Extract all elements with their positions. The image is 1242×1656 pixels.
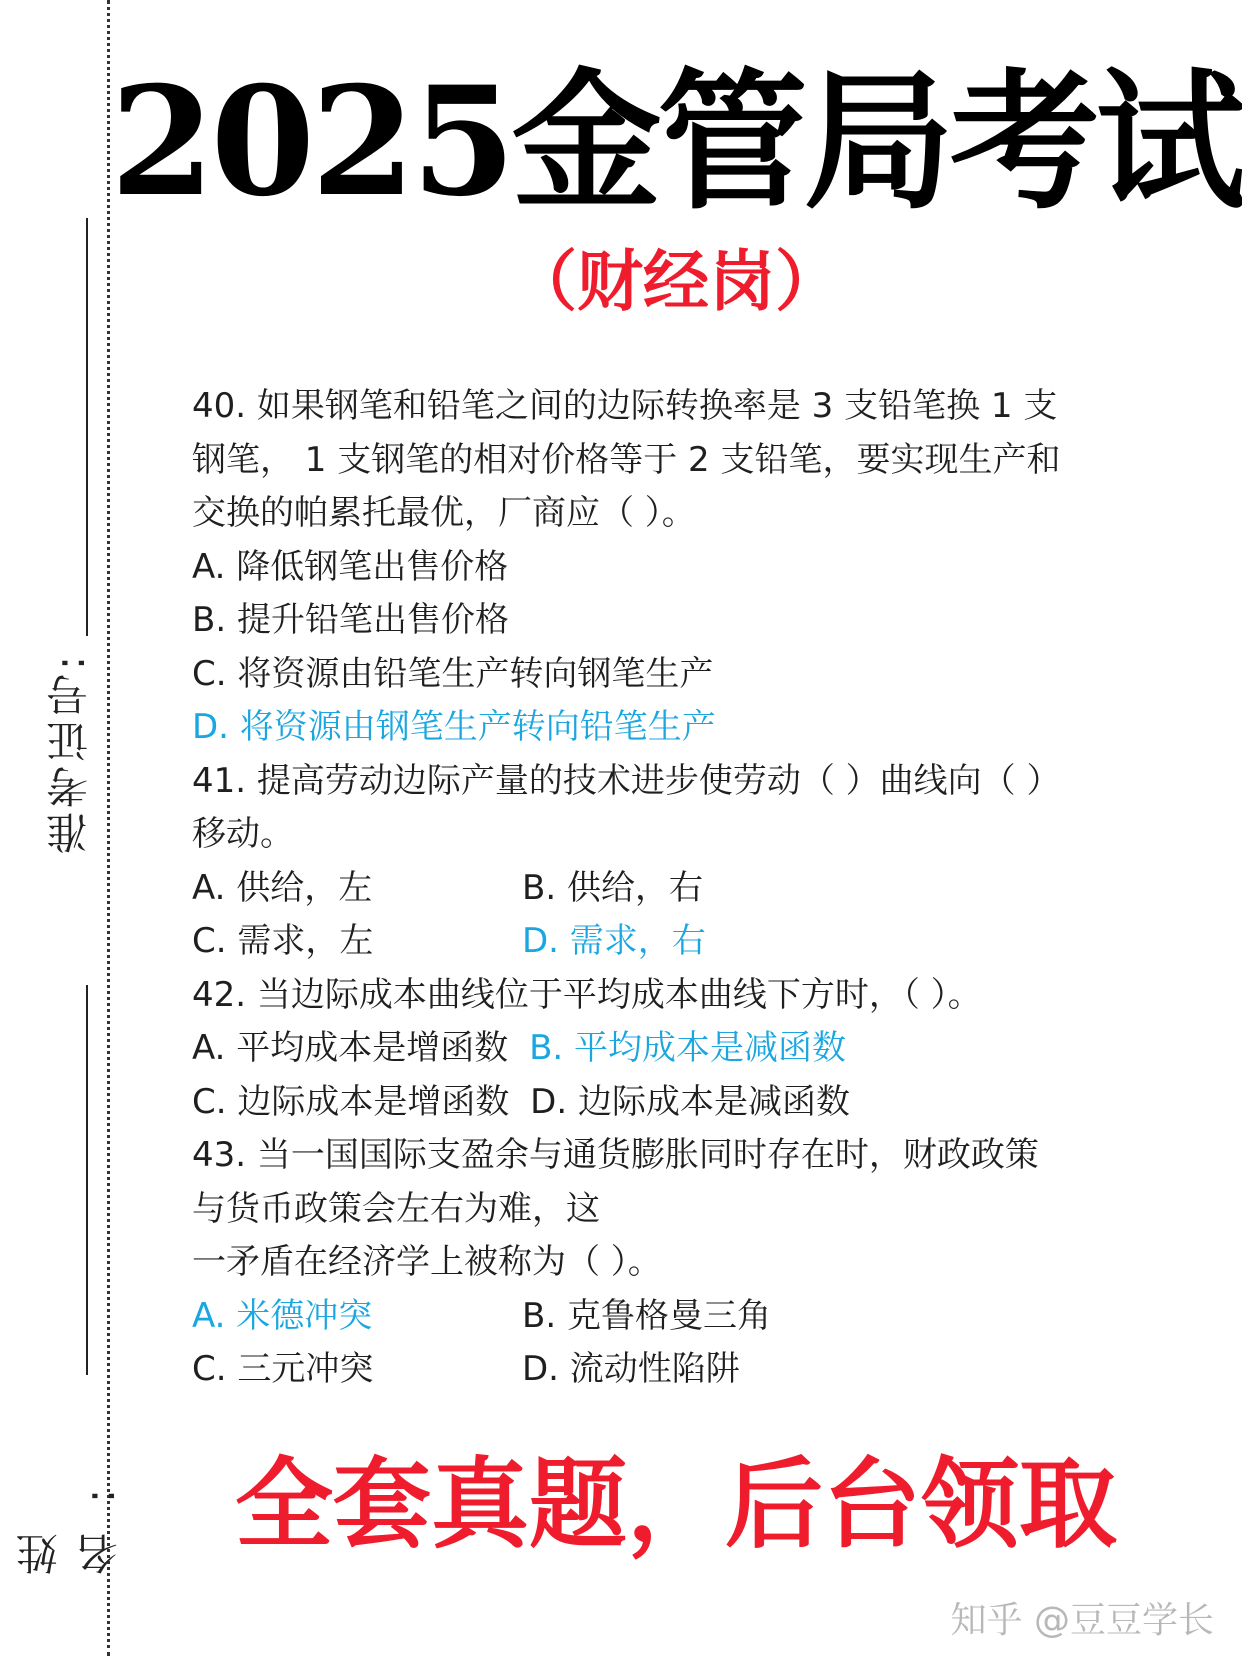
q41-stem-line-2: 移动。	[192, 814, 294, 854]
q42-options-row-1	[192, 1022, 1182, 1076]
q43-option-d: D. 流动性陷阱	[522, 1349, 740, 1389]
name-blank-line	[86, 985, 88, 1375]
q43-options-row-2	[192, 1343, 1182, 1397]
q40-stem-line-2: 钢笔， 1 支钢笔的相对价格等于 2 支铅笔，要实现生产和	[192, 439, 1061, 480]
id-number-label: 准考证号:	[45, 651, 94, 855]
page-title: 2025金管局考试	[110, 54, 1242, 230]
q40-stem-line-1: 40. 如果钢笔和铅笔之间的边际转换率是 3 支铅笔换 1 支	[192, 386, 1058, 426]
q42-option-d: D. 边际成本是减函数	[530, 1081, 850, 1122]
page-subtitle: （财经岗）	[511, 243, 841, 320]
zhihu-watermark: 知乎 @豆豆学长	[950, 1600, 1214, 1641]
q43-option-b: B. 克鲁格曼三角	[522, 1295, 771, 1336]
q42-option-a: A. 平均成本是增函数	[192, 1028, 509, 1068]
question-list	[192, 380, 1182, 1397]
q43-option-a-answer: A. 米德冲突	[192, 1295, 373, 1336]
q41-option-c: C. 需求，左	[192, 921, 374, 961]
q42-stem-line-1: 42. 当边际成本曲线位于平均成本曲线下方时，（ ）。	[192, 974, 982, 1015]
q40-option-b: B. 提升铅笔出售价格	[192, 600, 509, 640]
q41-options-row-1	[192, 862, 1182, 916]
q41-stem-line-1: 41. 提高劳动边际产量的技术进步使劳动（ ）曲线向（ ）	[192, 760, 1061, 801]
q43-stem-line-3: 一矛盾在经济学上被称为（ ）。	[192, 1242, 662, 1282]
q41-options-row-2	[192, 915, 1182, 969]
q43-stem-line-1: 43. 当一国国际支盈余与通货膨胀同时存在时，财政政策	[192, 1135, 1039, 1175]
name-label: 姓 名:	[15, 1458, 124, 1575]
q40-stem-line-3: 交换的帕累托最优，厂商应（ ）。	[192, 493, 696, 533]
id-number-blank-line	[86, 218, 88, 636]
call-to-action: 全套真题，后台领取	[234, 1448, 1117, 1562]
q40-option-c: C. 将资源由铅笔生产转向钢笔生产	[192, 653, 714, 694]
q43-option-c: C. 三元冲突	[192, 1349, 374, 1389]
q42-option-c: C. 边际成本是增函数	[192, 1081, 510, 1122]
q42-options-row-2	[192, 1076, 1182, 1130]
q42-option-b-answer: B. 平均成本是减函数	[529, 1028, 847, 1068]
q43-stem-line-2: 与货币政策会左右为难，这	[192, 1188, 600, 1229]
q40-option-a: A. 降低钢笔出售价格	[192, 546, 509, 587]
q43-options-row-1	[192, 1290, 1182, 1344]
q41-option-b: B. 供给，右	[522, 867, 703, 908]
q40-option-d-answer: D. 将资源由钢笔生产转向铅笔生产	[192, 707, 716, 747]
q41-option-a: A. 供给，左	[192, 867, 373, 908]
q41-option-d-answer: D. 需求，右	[522, 921, 706, 961]
